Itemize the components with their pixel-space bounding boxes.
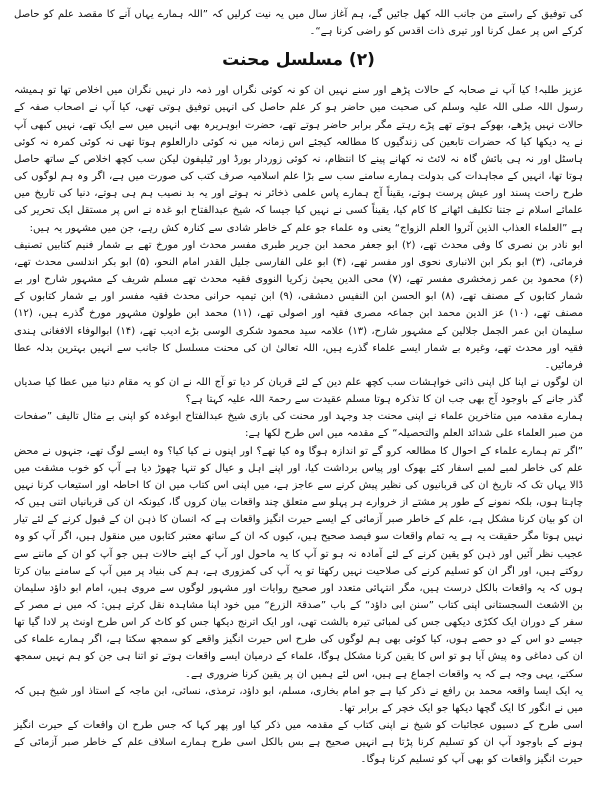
- section-heading: (۲) مسلسل محنت: [222, 50, 375, 71]
- paragraph-students: عزیز طلبہ! کیا آپ نے صحابہ کے حالات پڑھے اور سنے نہیں ان کو نہ کوئی نگراں اور ذمہ دار نہیں نگران میں اخلاص تھا تو ہمیشہ رسول اللہ صلی اللہ علیہ وسلم کی صحبت میں حاضر ہو کر علم حاصل کی انہیں توفیق ہوتی تھی، کیا آپ نے اصحاب صفہ کے حالات نہیں پڑھے، بھوکے ہوتے تھے پڑے رہتے مگر برابر حاضر ہوتے تھے، حضرت ابوہریرہ بھی انہیں میں سے ایک تھے، نہیں کبھی آپ نے یہ دیکھا کیا کہ حضرات تابعین کی زندگیوں کا مطالعہ کیجئے اس زمانہ میں نہ کوئی دارالعلوم ہوتا تھی نہ کوئی کمرہ نہ کوئی ہاسٹل اور نہ ہی بائش گاہ نہ لائٹ نہ کھانے پینے کا انتظام، نہ کوئی زوردار بورڈ اور ٹیلیفون لیکن سب کچھ اخلاص کے ساتھ حاصل ہوتا تھا، انہیں کے مجاہدات کی بدولت ہمارے سامنے سب سے بڑا علم اسلامیہ صرف کتب کی صورت میں ہے، اگر وہ ہم لوگوں کی طرح راحت پسند اور عیش پرست ہوتے، یقیناً آج ہمارے پاس علمی ذخائر نہ ہوتے اور یہ بد نصیب ہم ہی ہوتے، دنیا کی تاریخ میں علمائے اسلام نے جتنا تکلیف اٹھانے کا کام کیا، یقیناً کسی نے نہیں کیا جیسا کہ شیخ عبدالفتاح ابو غدہ نے اس پر مستقل ایک تحریر کی ہے ”العلماء العذاب الذین آثروا العلم الزواج“ یعنی وہ علماء جو علم کے خاطر شادی سے کنارہ کش رہے، جن میں مشہور یہ ہیں:: [14, 85, 583, 234]
- paragraph-abu-ghuddah: ہمارے مقدمہ میں متاخرین علماء نے اپنی محنت جد وجہد اور محنت کی بازی شیخ عبدالفتاح ابوغدہ کو اپنی بے مثال تالیف ”صفحات من صبر العلماء علی شدائد العلم والتحصیلہ“ کے مقدمہ میں اس طرح لکھا ہے:: [14, 411, 583, 440]
- paragraph-conclusion: اسی طرح کے دسیوں عجائبات کو شیخ نے اپنی کتاب کے مقدمہ میں ذکر کیا اور پھر کہا کہ جس طرح ان واقعات کے حیرت انگیز ہونے کے باوجود آپ ان کو تسلیم کرنا پڑتا ہے انہیں صحیح ہے بس بالکل اسی طرح ہمارے اسلاف علم کے خاطر صبر آزمائی کے حیرت انگیز واقعات کو بھی آپ کو تسلیم کرنا ہوگا۔: [14, 720, 583, 766]
- paragraph-quote: ”اگر تم ہمارے علماء کے احوال کا مطالعہ کرو گے تو اندازہ ہوگا وہ کیا تھے؟ اور اپنوں نے کیا کیا؟ وہ ایسے لوگ تھے، جنہوں نے محض علم کی خاطر لمبے لمبے اسفار کئے بھوک اور پیاس برداشت کیا، اور اپنے اہل و عیال کو تنہا چھوڑ دیا ہے آپ کو خوب مشقت میں ڈالا یہاں تک کہ تاریخ ان کی قربانیوں کی نظیر پیش کرنے سے عاجز ہے، میں اپنی اس کتاب میں ان کا احاطہ اور استیعاب کرنا نہیں چاہتا ہوں، بلکہ نمونے کے طور پر مشتے از خروارے ہر پہلو سے متعلق چند واقعات بیان کروں گا، کیونکہ ان کی قربانیاں اتنی ہیں کہ ان کو بیان کرنا مشکل ہے، علم کے خاطر صبر آزمائی کے ایسے حیرت انگیز واقعات ہے کہ انسان کا ذہن ان کے قبول کرنے کے لئے تیار نہیں ہوتا مگر حقیقت یہ ہے یہ تمام واقعات سو فیصد صحیح ہیں، کیوں کہ ان کے ساتھ معتبر کتابوں میں منقول ہیں، اگر آپ کو وہ عجیب نظر آئیں اور ذہن کو یقین کرنے کے لئے آمادہ نہ ہو تو آپ کا یہ ماحول اور آپ کے اپنے حالات ہیں جو آپ کو ان کے ماننے سے روکتے ہیں، اور اگر ان کو تسلیم کرنے کی صلاحیت نہیں رکھتا تو یہ آپ کی کمزوری ہے، ہم کی بنیاد پر میں آپ کے سامنے بیان کرتا ہوں کہ یہ واقعات بالکل درست ہیں، مگر انتہائی متعدد اور صحیح روایات اور مشہور لوگوں سے مروی ہیں، امام ابو داؤد سلیمان بن الاشعث السجستانی اپنی کتاب ”سنن ابی داؤد“ کے باب ”صدقۃ الزرع“ میں خود اپنا مشاہدہ نقل کرتے ہیں: کہ میں نے مصر کے سفر کے دوران ایک ککڑی دیکھی جس کی لمبائی تیرہ بالشت تھی، اور ایک اترنج دیکھا جس کو کاٹ کر اس طرح اونٹ پر لادا گیا تھا جیسے دو اس کے دو حصے ہوں، کیا کوئی بھی ہم لوگوں کی طرح اس حیرت انگیز واقعے کو سمجھ سکتا ہے، اگر ہمارے علماء کی ان کی دماغی وہ پیش آیا ہو تو اس کا یقین کرنا مشکل ہوگا، علماء کے درمیان ایسے واقعات ہوتے تو اتنا ہی جن کو ہم نہیں سمجھ سکتے، یہی وجہ ہے کہ یہ واقعات اجماع ہے ہیں، اس لئے ہمیں ان پر یقین کرنا ضروری ہے۔: [14, 445, 583, 680]
- paragraph-muhammad-rafi: یہ ایک ایسا واقعہ محمد بن رافع نے ذکر کیا ہے جو امام بخاری، مسلم، ابو داؤد، ترمذی، نسائی، ابن ماجہ کے استاذ اور شیخ ہیں کہ میں نے انگور کا ایک گچھا دیکھا جو ایک خچر کے برابر تھا۔: [14, 685, 583, 714]
- paragraph-intro: کی توفیق کے راستے من جانب اللہ کھل جائیں گے، ہم آغاز سال میں یہ نیت کرلیں کہ ”اللہ ہمارے یہاں آنے کا مقصد علم کو حاصل کرکے اس پر عمل کرنا اور تیری ذات اقدس کو راضی کرنا ہے“۔: [14, 9, 583, 38]
- section-heading-wrap: [14, 48, 583, 72]
- paragraph-scholars-list: ابو نادر بن نصری کا وفی محدث تھے، (۲) ابو جعفر محمد ابن جریر طبری مفسر محدث اور مورخ تھے بے شمار فنیم کتابیں تصنیف فرمائی، (۳) ابو بکر ابن الانباری نحوی اور مفسر تھے، (۴) ابو علی الفارسی جلیل القدر امام النحو، (۵) ابو بکر اندلسی محدث تھے، (۶) محمود بن عمر زمخشری مفسر تھے، (۷) محی الدین یحییٰ زکریا النووی فقیہ محدث تھے مسلم شریف کے مشہور شارح اور بے شمار کتابوں کے مصنف تھے، (۸) ابو الحسن ابن النفیس دمشقی، (۹) ابن تیمیہ حرانی محدث فقیہ مفسر اور بے شمار کتابوں کے مصنف تھے، (۱۰) عز الدین محمد ابن جماعہ مصری فقیہ اور اصولی تھے، (۱۱) محمد ابن طولون مشہور مورخ گذرے ہیں، (۱۲) سلیمان ابن عمر الجمل جلالین کے مشہور شارح، (۱۳) علامہ سید محمود شکری الوسی بڑے ادیب تھے، (۱۴) ابوالوفاء الافغانی ہندی فقیہ اور محدث تھے، وغیرہ بے شمار ایسے علماء گذرے ہیں، اللہ تعالیٰ ان کی محنت مسلسل کا جانب سے انہیں بہترین بدلہ عطا فرمائیں۔: [14, 239, 584, 371]
- paragraph-sacrifice: ان لوگوں نے اپنا کل اپنی ذاتی خواہشات سب کچھ علم دین کے لئے قربان کر دیا تو آج اللہ نے ان کو یہ مقام دنیا میں عطا کیا صدیاں گذر جانے کے باوجود آج بھی جب ان کا تذکرہ ہوتا مسلم عقیدت سے رحمۃ اللہ علیہ کہتا ہے؟: [14, 376, 583, 406]
